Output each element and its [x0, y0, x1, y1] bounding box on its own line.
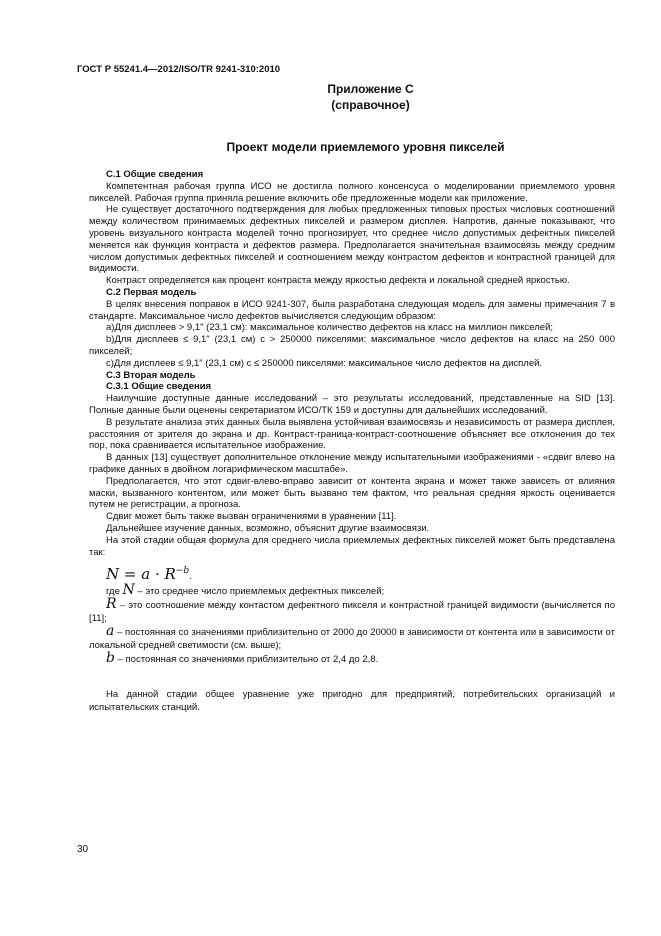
definition-where: где	[106, 586, 120, 598]
appendix-title: Приложение С	[327, 82, 414, 96]
definition-a-text: – постоянная со значениями приблизительно от 2000 до 20000 в зависимости от контента или в зависимости от локальной средней светимости (см. выше);	[89, 627, 615, 652]
definition-b	[89, 652, 615, 666]
paragraph: а)Для дисплеев > 9,1" (23,1 см): максимальное количество дефектов на класс на миллион пикселей;	[106, 322, 554, 334]
paragraph: Предполагается, что этот сдвиг-влево-вправо зависит от контента экрана и может также зависеть от влияния маски, вызванного контентом, или может быть вызвано тем фактом, что реальная средняя яркость оценивается путем не регистрации, а прогноза.	[89, 475, 615, 511]
paragraph: Дальнейшее изучение данных, возможно, объяснит другие взаимосвязи.	[106, 522, 430, 534]
page-number: 30	[77, 844, 89, 855]
paragraph-list	[89, 169, 615, 558]
paragraph: В результате анализа этих данных была выявлена устойчивая взаимосвязь и независимость от размера дисплея, расстояния от зрителя до экрана и др. Контраст-граница-контраст-соотношение объясняет все отклонения до тех пор, пока сравнивается испытательное изображение.	[89, 416, 615, 452]
formula-eq: =	[119, 565, 142, 584]
definition-a	[89, 625, 615, 652]
formula-period: .	[189, 572, 192, 583]
definition-a-symbol: a	[106, 623, 115, 640]
paragraph: b)Для дисплеев ≤ 9,1" (23,1 см) с > 250000 пикселями: максимальное число дефектов на класс на 250 000 пикселей;	[89, 334, 615, 357]
formula-exponent: −b	[175, 566, 190, 577]
formula-n: N	[106, 565, 120, 584]
paragraph: На этой стадии общая формула для среднего числа приемлемых дефектных пикселей может быть представлена так:	[89, 534, 615, 558]
formula-a: a	[141, 565, 151, 584]
document-header: ГОСТ Р 55241.4—2012/ISO/TR 9241-310:2010	[77, 64, 281, 75]
definition-r-symbol: R	[106, 596, 117, 613]
subsection-heading: С.3.1 Общие сведения	[106, 381, 212, 393]
paragraph: Компетентная рабочая группа ИСО не достигла полного консенсуса о моделировании приемлемого уровня пикселей. Рабочая группа приняла решение включить обе предложенные модели как приложение.	[89, 180, 615, 204]
definition-n	[89, 584, 615, 598]
closing-paragraph: На данной стадии общее уравнение уже пригодно для предприятий, потребительских организаций и испытательских станций.	[89, 689, 615, 714]
section-title: Проект модели приемлемого уровня пикселей	[226, 140, 505, 154]
definition-b-text: – постоянная со значениями приблизительно от 2,4 до 2,8.	[114, 654, 379, 666]
paragraph: Наилучшие доступные данные исследований – это результаты исследований, представленные на SID [13]. Полные данные были оценены секретариатом ИСО/ТК 159 и доступны для дальнейших исследований.	[89, 393, 615, 416]
subsection-heading: С.2 Первая модель	[106, 286, 197, 298]
paragraph: Сдвиг может быть также вызван ограничениями в уравнении [11].	[106, 511, 397, 523]
definition-r-text: – это соотношение между контастом дефектного пикселя и контрастной границей видимости (вычисляется по [11];	[89, 600, 615, 625]
paragraph: Не существует достаточного подтверждения для любых предложенных типовых простых числовых соотношений между количеством принимаемых дефектных пикселей и размером дисплея. Напротив, данные показывают, что уровень визуального контраста моделей точно прогнозирует, что среднее число допустимых дефектных пикселей меняется как функция контраста и дефектов размера. Предполагается значительная взаимосвязь между средним числом допустимых дефектных пикселей и соотношением между контрастом дефектов и контрастной границей для видимости.	[89, 204, 615, 275]
appendix-subtitle: (справочное)	[331, 98, 410, 112]
paragraph: В целях внесения поправок в ИСО 9241-307, была разработана следующая модель для замены примечания 7 в стандарте. Максимальное число дефектов вычисляется следующим образом:	[89, 298, 615, 322]
definition-r	[89, 598, 615, 625]
subsection-heading: С.3 Вторая модель	[106, 369, 196, 381]
formula-r: R	[164, 565, 176, 584]
definition-b-symbol: b	[106, 650, 115, 667]
document-body	[89, 169, 615, 714]
formula	[106, 560, 615, 582]
subsection-heading: С.1 Общие сведения	[106, 169, 204, 180]
paragraph: с)Для дисплеев ≤ 9,1" (23,1 см) с ≤ 250000 пикселями: максимальное число дефектов на дисплей.	[106, 357, 543, 369]
formula-dot: ·	[150, 565, 165, 584]
definition-n-symbol: N	[122, 582, 135, 599]
paragraph: Контраст определяется как процент контраста между яркостью дефекта и локальной средней яркостью.	[106, 275, 570, 287]
paragraph: В данных [13] существует дополнительное отклонение между испытательными изображениями - «сдвиг влево на графике данных в двойном логарифмическом масштабе».	[89, 452, 615, 475]
definition-n-text: – это среднее число приемлемых дефектных пикселей;	[134, 586, 385, 598]
